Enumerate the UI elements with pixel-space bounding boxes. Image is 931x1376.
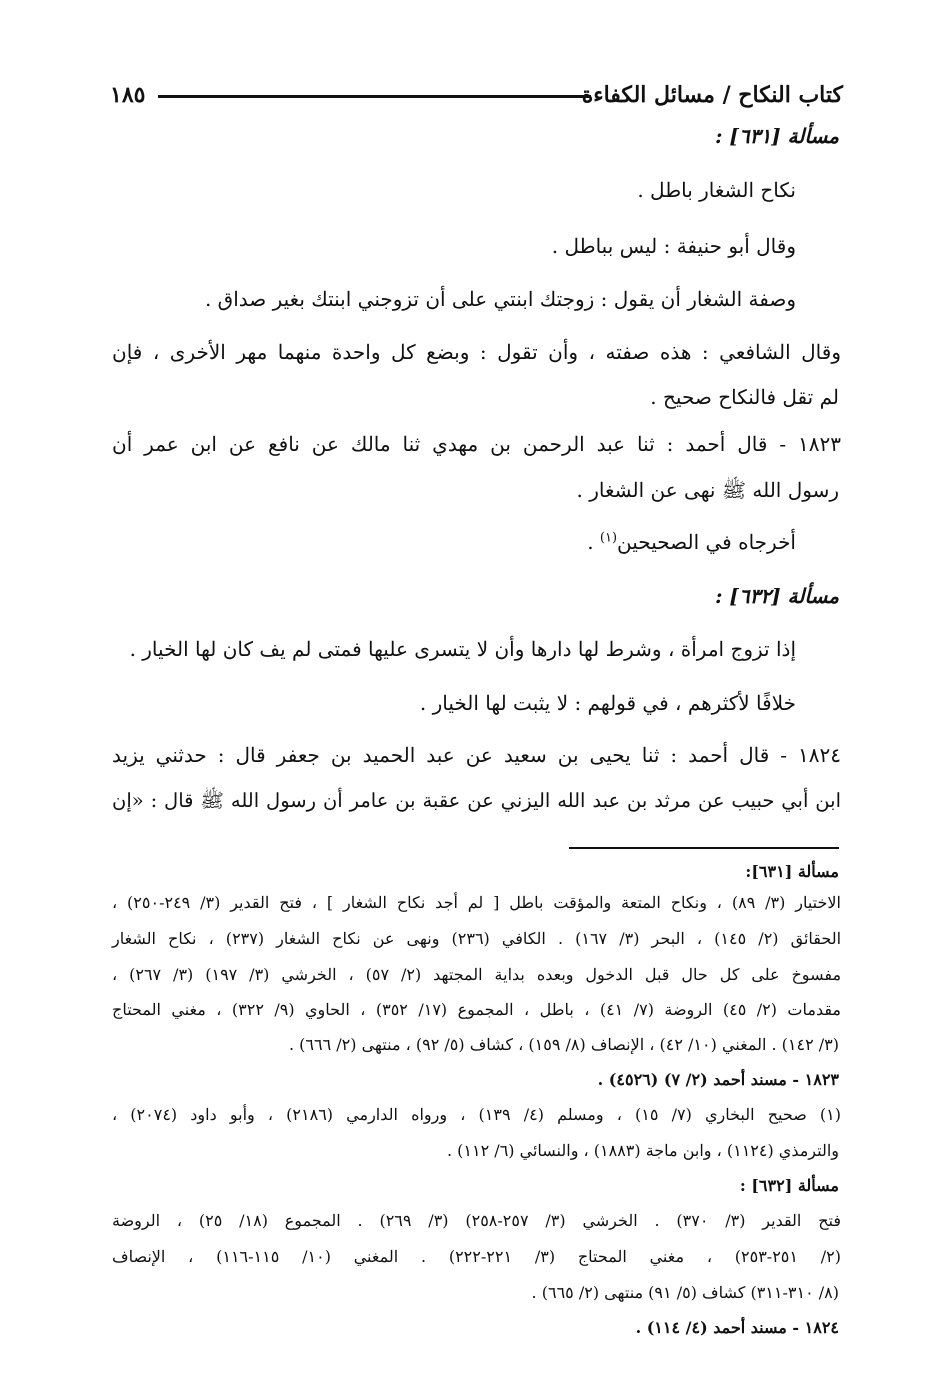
paragraph-5-text: أخرجاه في الصحيحين	[617, 530, 796, 554]
paragraph-1: نكاح الشغار باطل .	[637, 178, 796, 202]
page-number: ١٨٥	[110, 82, 146, 108]
fn-632-line-1: فتح القدير (٣/ ٣٧٠) . الخرشي (٣/ ٢٥٧-٢٥٨) (٣/ ٢٦٩) . المجموع (١٨/ ٢٥) ، الروضة	[112, 1211, 841, 1230]
fn-631-line-2: الحقائق (٢/ ١٤٥) ، البحر (٣/ ١٦٧) . الكافي (٢٣٦) ونهى عن نكاح الشغار (٢٣٧) ، نكاح الشغار	[112, 929, 842, 948]
fn-1-line-2: والترمذي (١١٢٤) ، وابن ماجة (١٨٨٣) ، والنسائي (٦/ ١١٢) .	[447, 1141, 839, 1160]
issue-631-title: مسألة [٦٣١] :	[715, 124, 839, 148]
paragraph-2: وقال أبو حنيفة : ليس بباطل .	[551, 234, 796, 258]
fn-632-line-2: (٢/ ٢٥١-٢٥٣) ، مغني المحتاج (٣/ ٢٢١-٢٢٢) . المغني (١٠/ ١١٥-١١٦) ، الإنصاف	[112, 1247, 842, 1266]
hadith-1823-line-1: ١٨٢٣ - قال أحمد : ثنا عبد الرحمن بن مهدي ثنا مالك عن نافع عن ابن عمر أن	[112, 432, 841, 456]
fn-632-title: مسألة [٦٣٢] :	[739, 1176, 839, 1195]
fn-631-line-3: مفسوخ على كل حال قبل الدخول وبعده بداية المجتهد (٢/ ٥٧) ، الخرشي (٣/ ١٩٧) (٣/ ٢٦٧) ،	[112, 965, 842, 984]
header-rule	[158, 95, 591, 98]
fn-631-line-1: الاختيار (٣/ ٨٩) ، ونكاح المتعة والمؤقت باطل [ لم أجد نكاح الشغار ] ، فتح القدير (٣/ ٢٤٩-٢٥٠) ،	[112, 893, 841, 912]
footnote-separator	[569, 847, 839, 849]
header-title: كتاب النكاح / مسائل الكفاءة	[581, 82, 843, 108]
paragraph-6: إذا تزوج امرأة ، وشرط لها دارها وأن لا يتسرى عليها فمتى لم يف كان لها الخيار .	[129, 637, 796, 661]
hadith-1824-line-1: ١٨٢٤ - قال أحمد : ثنا يحيى بن سعيد عن عبد الحميد بن جعفر قال : حدثني يزيد	[112, 743, 841, 767]
fn-1-line-1: (١) صحيح البخاري (٧/ ١٥) ، ومسلم (٤/ ١٣٩) ، ورواه الدارمي (٢١٨٦) ، وأبو داود (٢٠٧٤) ،	[112, 1105, 841, 1124]
fn-631-title: مسألة [٦٣١]:	[745, 862, 839, 881]
paragraph-3: وصفة الشغار أن يقول : زوجتك ابنتي على أن تزوجني ابنتك بغير صداق .	[204, 287, 796, 311]
issue-632-title: مسألة [٦٣٢] :	[715, 584, 839, 608]
hadith-1824-line-2: ابن أبي حبيب عن مرثد بن عبد الله اليزني عن عقبة بن عامر أن رسول الله ﷺ قال : «إن	[112, 789, 841, 812]
fn-1823: ١٨٢٣ - مسند أحمد (٢/ ٧) (٤٥٢٦) .	[597, 1070, 839, 1089]
fn-631-line-5: (٣/ ١٤٢) . المغني (١٠/ ٤٢) ، الإنصاف (٨/ ١٥٩) ، كشاف (٥/ ٩٢) ، منتهى (٢/ ٦٦٦) .	[288, 1035, 839, 1054]
paragraph-7: خلافًا لأكثرهم ، في قولهم : لا يثبت لها الخيار .	[419, 691, 796, 715]
hadith-1823-line-2: رسول الله ﷺ نهى عن الشغار .	[576, 478, 839, 502]
fn-1824: ١٨٢٤ - مسند أحمد (٤/ ١١٤) .	[635, 1318, 839, 1337]
fn-631-line-4: مقدمات (٢/ ٤٥) الروضة (٧/ ٤١) ، باطل ، المجموع (١٧/ ٣٥٢) ، الحاوي (٩/ ٣٢٢) ، مغني المحتاج	[112, 1000, 842, 1019]
paragraph-4-line-1: وقال الشافعي : هذه صفته ، وأن تقول : وبضع كل واحدة منهما مهر الأخرى ، فإن	[112, 340, 841, 364]
paragraph-5-end: .	[587, 530, 600, 554]
running-header	[110, 82, 843, 114]
paragraph-5	[587, 530, 796, 554]
footnote-ref-1[interactable]: (١)	[599, 530, 618, 546]
paragraph-4-line-2: لم تقل فالنكاح صحيح .	[650, 385, 839, 409]
fn-632-line-3: (٨/ ٣١٠-٣١١) كشاف (٥/ ٩١) منتهى (٢/ ٦٦٥) .	[531, 1283, 839, 1302]
